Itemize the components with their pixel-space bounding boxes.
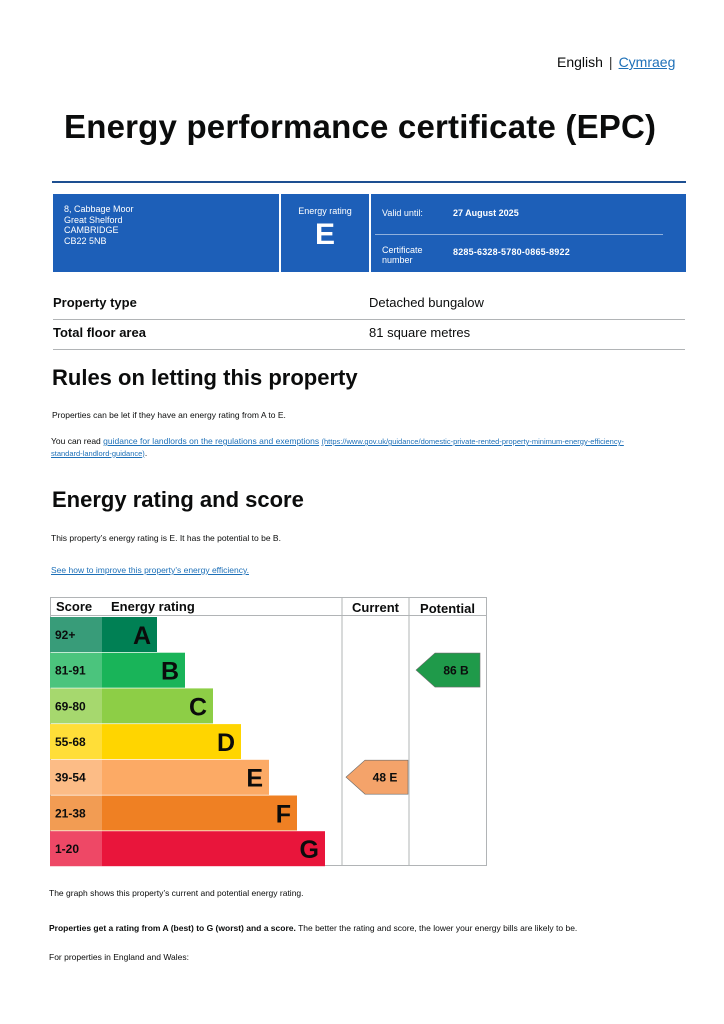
property-type-key: Property type: [53, 295, 137, 310]
chart-band-letter: E: [246, 764, 263, 793]
chart-band-letter: F: [275, 800, 291, 829]
floor-area-key: Total floor area: [53, 325, 146, 340]
title-divider: [52, 181, 686, 183]
rating-text: This property’s energy rating is E. It has the potential to be B.: [51, 533, 281, 543]
letting-text: Properties can be let if they have an energy rating from A to E.: [52, 410, 286, 420]
address-line: Great Shelford: [64, 214, 123, 225]
chart-band-score: 92+: [55, 627, 76, 642]
guidance-paragraph: [51, 436, 691, 459]
address-line: 8, Cabbage Moor: [64, 204, 134, 214]
chart-band-score: 39-54: [55, 770, 86, 785]
chart-band-letter: A: [132, 621, 151, 650]
energy-rating-label: Energy rating: [298, 206, 352, 216]
address-line: CAMBRIDGE: [64, 225, 119, 235]
guidance-url-continued[interactable]: standard-landlord-guidance): [51, 448, 145, 458]
floor-area-row: [53, 320, 685, 350]
improve-efficiency-link[interactable]: See how to improve this property’s energy efficiency.: [51, 565, 249, 575]
language-current: English: [557, 54, 603, 70]
rating-heading: Energy rating and score: [52, 487, 304, 512]
rating-note-bold: Properties get a rating from A (best) to G (worst) and a score.: [49, 923, 296, 933]
graph-note: The graph shows this property’s current and potential energy rating.: [49, 888, 304, 898]
language-link-cymraeg[interactable]: Cymraeg: [618, 54, 676, 70]
chart-potential-header: Potential: [420, 601, 475, 616]
guidance-suffix: .: [144, 447, 148, 458]
rating-note-rest: The better the rating and score, the lower your energy bills are likely to be.: [295, 923, 578, 933]
chart-band-letter: C: [188, 693, 207, 722]
language-switcher: [557, 54, 675, 70]
current-rating-label: 48 E: [372, 770, 398, 785]
address-line: CB22 5NB: [64, 235, 107, 246]
chart-energy-rating-header: Energy rating: [111, 599, 195, 614]
england-wales-note: For properties in England and Wales:: [49, 952, 190, 962]
rating-note: [49, 923, 577, 933]
chart-band-score: 21-38: [55, 806, 86, 821]
chart-current-header: Current: [352, 600, 399, 615]
summary-divider: [369, 194, 371, 272]
valid-until-date: 27 August 2025: [453, 208, 519, 218]
page-title: Energy performance certificate (EPC): [64, 108, 657, 145]
energy-rating-chart: [50, 597, 488, 867]
valid-until-label: Valid until:: [382, 208, 423, 218]
property-address: [64, 204, 134, 246]
language-separator: |: [608, 54, 613, 70]
potential-rating-label: 86 B: [443, 663, 469, 678]
guidance-prefix: You can read: [51, 436, 104, 446]
chart-score-header: Score: [56, 599, 93, 614]
chart-band-score: 81-91: [55, 663, 86, 678]
summary-inner-divider: [375, 234, 663, 235]
guidance-link[interactable]: guidance for landlords on the regulations and exemptions: [103, 436, 320, 446]
chart-band-score: 1-20: [55, 842, 80, 857]
chart-band-letter: G: [299, 836, 319, 865]
floor-area-value: 81 square metres: [369, 325, 471, 340]
epc-summary-box: [53, 194, 686, 272]
chart-band-score: 69-80: [55, 699, 86, 714]
property-type-row: [53, 290, 685, 320]
certificate-number-label: Certificate number: [382, 245, 423, 265]
property-type-value: Detached bungalow: [369, 295, 484, 310]
chart-band-letter: B: [160, 657, 179, 686]
chart-band-letter: D: [216, 728, 235, 757]
certificate-number: 8285-6328-5780-0865-8922: [453, 247, 570, 257]
letting-heading: Rules on letting this property: [52, 365, 358, 390]
guidance-url[interactable]: (https://www.gov.uk/guidance/domestic-private-rented-property-minimum-energy-efficiency-: [321, 437, 624, 446]
energy-rating-letter: E: [314, 218, 335, 251]
chart-band-score: 55-68: [55, 734, 86, 749]
